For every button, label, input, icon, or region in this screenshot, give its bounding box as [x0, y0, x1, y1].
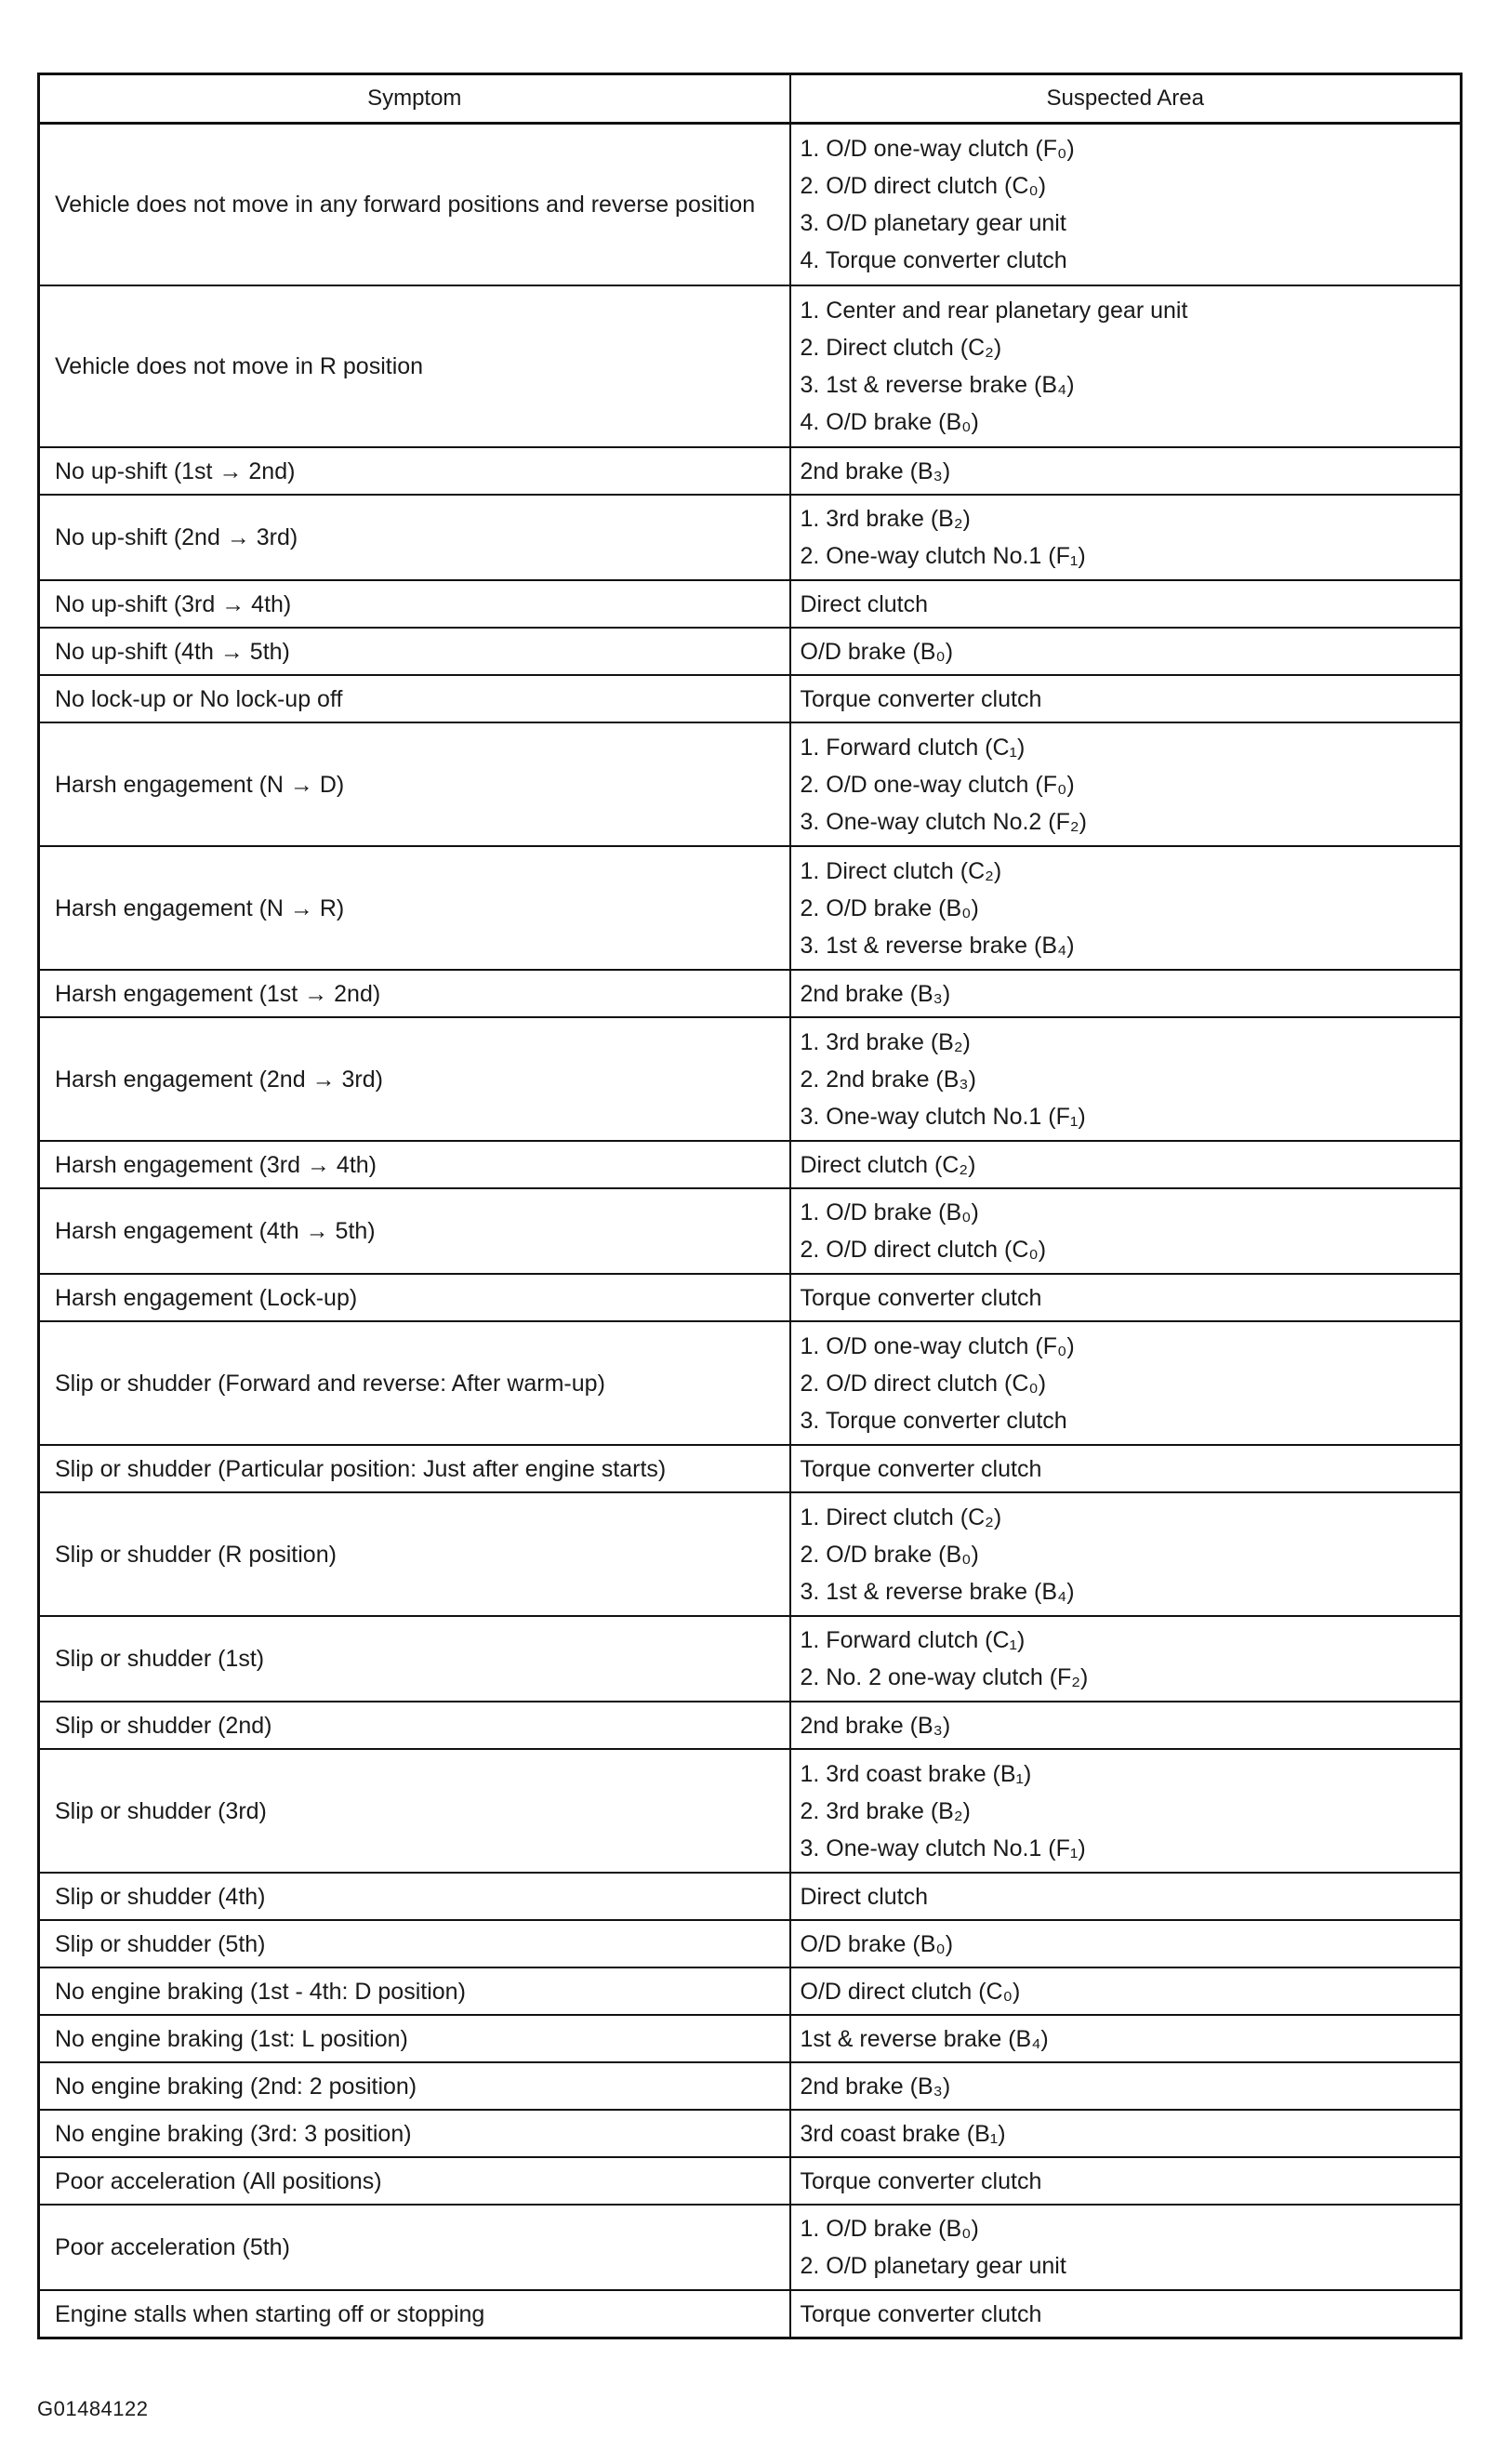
- suspected-area-item: 1. O/D brake (B₀): [800, 1199, 979, 1225]
- symptom-cell: [39, 1188, 790, 1274]
- suspected-area-item: 2. No. 2 one-way clutch (F₂): [800, 1664, 1089, 1690]
- symptom-cell: [39, 2062, 790, 2110]
- symptom-cell: [39, 2015, 790, 2062]
- suspected-area-item: 1st & reverse brake (B₄): [800, 2025, 1049, 2052]
- suspected-area-cell: [790, 846, 1462, 970]
- suspected-area-item: 2nd brake (B₃): [800, 980, 951, 1007]
- suspected-area-item: 2. O/D brake (B₀): [800, 894, 979, 921]
- suspected-area-cell: [790, 2157, 1462, 2205]
- table-row: [39, 970, 1462, 1017]
- suspected-area-cell: [790, 1873, 1462, 1920]
- suspected-area-cell: [790, 495, 1462, 580]
- suspected-area-item: 1. Forward clutch (C₁): [800, 1627, 1026, 1653]
- suspected-area-cell: [790, 2205, 1462, 2290]
- suspected-area-cell: [790, 2062, 1462, 2110]
- suspected-area-cell: [790, 285, 1462, 447]
- suspected-area-item: 3. 1st & reverse brake (B₄): [800, 1578, 1075, 1605]
- suspected-area-item: 3. O/D planetary gear unit: [800, 210, 1066, 236]
- suspected-area-item: 1. Forward clutch (C₁): [800, 734, 1026, 761]
- suspected-area-item: O/D brake (B₀): [800, 638, 954, 665]
- suspected-area-item: 1. Direct clutch (C₂): [800, 857, 1002, 884]
- symptom-cell: [39, 1492, 790, 1616]
- suspected-area-item: 1. 3rd coast brake (B₁): [800, 1760, 1032, 1787]
- suspected-area-item: Torque converter clutch: [800, 2167, 1042, 2194]
- table-row: [39, 1967, 1462, 2015]
- suspected-area-cell: [790, 1321, 1462, 1445]
- symptom-text: Harsh engagement (N → R): [55, 894, 345, 921]
- table-row: [39, 2157, 1462, 2205]
- suspected-area-cell: [790, 1445, 1462, 1492]
- suspected-area-item: 3. One-way clutch No.1 (F₁): [800, 1835, 1086, 1861]
- suspected-area-cell: [790, 1920, 1462, 1967]
- symptom-text: Slip or shudder (4th): [55, 1883, 266, 1910]
- table-row: [39, 1321, 1462, 1445]
- symptom-cell: [39, 495, 790, 580]
- suspected-area-cell: [790, 1017, 1462, 1141]
- symptom-cell: [39, 1017, 790, 1141]
- suspected-area-item: 2. 3rd brake (B₂): [800, 1797, 971, 1824]
- table-row: [39, 1141, 1462, 1188]
- suspected-area-item: Direct clutch (C₂): [800, 1151, 976, 1178]
- table-row: [39, 2110, 1462, 2157]
- table-row: [39, 1749, 1462, 1873]
- table-body: [39, 124, 1462, 2338]
- table-row: [39, 1873, 1462, 1920]
- suspected-area-item: 1. O/D brake (B₀): [800, 2216, 979, 2242]
- symptom-cell: [39, 580, 790, 628]
- suspected-area-item: 3. 1st & reverse brake (B₄): [800, 372, 1075, 398]
- symptom-text: No engine braking (1st - 4th: D position): [55, 1978, 466, 2005]
- suspected-area-cell: [790, 580, 1462, 628]
- symptom-text: No up-shift (4th → 5th): [55, 638, 290, 665]
- symptom-cell: [39, 1616, 790, 1702]
- suspected-area-item: 2. 2nd brake (B₃): [800, 1066, 976, 1093]
- suspected-area-cell: [790, 2015, 1462, 2062]
- table-row: [39, 580, 1462, 628]
- table-row: [39, 1920, 1462, 1967]
- symptom-cell: [39, 2110, 790, 2157]
- suspected-area-item: 2nd brake (B₃): [800, 1712, 951, 1739]
- suspected-area-cell: [790, 1702, 1462, 1749]
- suspected-area-cell: [790, 1749, 1462, 1873]
- symptom-text: Harsh engagement (Lock-up): [55, 1284, 358, 1311]
- diagnosis-table: [37, 73, 1463, 2339]
- table-row: [39, 1274, 1462, 1321]
- table-row: [39, 2015, 1462, 2062]
- symptom-text: No engine braking (1st: L position): [55, 2025, 408, 2052]
- suspected-area-cell: [790, 970, 1462, 1017]
- table-row: [39, 124, 1462, 286]
- symptom-cell: [39, 1702, 790, 1749]
- symptom-cell: [39, 1873, 790, 1920]
- suspected-area-cell: [790, 1967, 1462, 2015]
- table-row: [39, 1445, 1462, 1492]
- symptom-cell: [39, 675, 790, 722]
- figure-code: G01484122: [37, 2397, 149, 2420]
- suspected-area-item: Direct clutch: [800, 590, 929, 617]
- suspected-area-cell: [790, 1492, 1462, 1616]
- table-row: [39, 2290, 1462, 2338]
- table-row: [39, 1188, 1462, 1274]
- symptom-cell: [39, 1749, 790, 1873]
- suspected-area-item: 4. Torque converter clutch: [800, 247, 1067, 273]
- table-row: [39, 447, 1462, 495]
- symptom-column-header: Symptom: [39, 74, 790, 124]
- suspected-area-cell: [790, 1274, 1462, 1321]
- symptom-cell: [39, 1920, 790, 1967]
- symptom-cell: [39, 846, 790, 970]
- suspected-area-item: Torque converter clutch: [800, 1455, 1042, 1482]
- symptom-text: Slip or shudder (3rd): [55, 1797, 267, 1824]
- suspected-area-cell: [790, 2110, 1462, 2157]
- table-row: [39, 495, 1462, 580]
- suspected-area-item: Torque converter clutch: [800, 2300, 1042, 2327]
- suspected-area-item: 3. 1st & reverse brake (B₄): [800, 932, 1075, 959]
- table-row: [39, 675, 1462, 722]
- symptom-text: No up-shift (1st → 2nd): [55, 457, 296, 484]
- suspected-area-item: 1. Direct clutch (C₂): [800, 1504, 1002, 1530]
- symptom-text: Harsh engagement (3rd → 4th): [55, 1151, 377, 1178]
- suspected-area-item: 1. O/D one-way clutch (F₀): [800, 1332, 1075, 1359]
- table-row: [39, 2205, 1462, 2290]
- suspected-area-cell: [790, 675, 1462, 722]
- symptom-cell: [39, 970, 790, 1017]
- symptom-text: Harsh engagement (4th → 5th): [55, 1218, 376, 1244]
- suspected-area-cell: [790, 124, 1462, 286]
- symptom-cell: [39, 2157, 790, 2205]
- suspected-area-item: 3. One-way clutch No.2 (F₂): [800, 808, 1087, 835]
- suspected-area-item: 1. 3rd brake (B₂): [800, 506, 971, 532]
- symptom-text: No up-shift (2nd → 3rd): [55, 524, 298, 550]
- suspected-area-item: 2. O/D direct clutch (C₀): [800, 1370, 1047, 1397]
- table-row: [39, 2062, 1462, 2110]
- suspected-area-item: 3. One-way clutch No.1 (F₁): [800, 1103, 1086, 1130]
- suspected-area-item: 3rd coast brake (B₁): [800, 2120, 1006, 2147]
- suspected-area-item: O/D brake (B₀): [800, 1930, 954, 1957]
- symptom-cell: [39, 2290, 790, 2338]
- suspected-area-item: Torque converter clutch: [800, 685, 1042, 712]
- table-row: [39, 722, 1462, 846]
- symptom-cell: [39, 722, 790, 846]
- suspected-area-item: 1. Center and rear planetary gear unit: [800, 298, 1188, 324]
- symptom-text: Slip or shudder (R position): [55, 1541, 337, 1568]
- suspected-area-item: 2. O/D direct clutch (C₀): [800, 173, 1047, 199]
- suspected-area-item: 2. One-way clutch No.1 (F₁): [800, 543, 1086, 569]
- suspected-area-item: 2nd brake (B₃): [800, 2073, 951, 2100]
- suspected-area-item: 2nd brake (B₃): [800, 457, 951, 484]
- symptom-cell: [39, 1141, 790, 1188]
- suspected-area-item: 2. Direct clutch (C₂): [800, 335, 1002, 361]
- suspected-area-item: 4. O/D brake (B₀): [800, 409, 979, 435]
- suspected-area-cell: [790, 2290, 1462, 2338]
- symptom-text: Harsh engagement (1st → 2nd): [55, 980, 381, 1007]
- suspected-area-item: 2. O/D direct clutch (C₀): [800, 1237, 1047, 1263]
- symptom-text: No engine braking (3rd: 3 position): [55, 2120, 412, 2147]
- suspected-area-cell: [790, 1188, 1462, 1274]
- suspected-area-item: 3. Torque converter clutch: [800, 1407, 1067, 1434]
- suspected-area-item: 2. O/D planetary gear unit: [800, 2253, 1066, 2279]
- suspected-area-cell: [790, 447, 1462, 495]
- table-row: [39, 1492, 1462, 1616]
- symptom-text: Harsh engagement (2nd → 3rd): [55, 1066, 383, 1093]
- table-row: [39, 1017, 1462, 1141]
- suspected-area-column-header: Suspected Area: [790, 74, 1462, 124]
- symptom-cell: [39, 1967, 790, 2015]
- suspected-area-item: Direct clutch: [800, 1883, 929, 1910]
- symptom-text: Vehicle does not move in any forward positions and reverse position: [55, 192, 756, 218]
- symptom-text: Slip or shudder (5th): [55, 1930, 266, 1957]
- symptom-text: No engine braking (2nd: 2 position): [55, 2073, 417, 2100]
- suspected-area-item: Torque converter clutch: [800, 1284, 1042, 1311]
- symptom-cell: [39, 285, 790, 447]
- table-row: [39, 1616, 1462, 1702]
- symptom-cell: [39, 1321, 790, 1445]
- symptom-cell: [39, 1274, 790, 1321]
- symptom-text: Harsh engagement (N → D): [55, 771, 345, 798]
- table-row: [39, 846, 1462, 970]
- suspected-area-cell: [790, 1141, 1462, 1188]
- table-header-row: [39, 74, 1462, 124]
- symptom-text: Slip or shudder (Forward and reverse: After warm-up): [55, 1370, 605, 1397]
- suspected-area-item: 1. 3rd brake (B₂): [800, 1028, 971, 1055]
- symptom-text: Poor acceleration (5th): [55, 2234, 290, 2260]
- symptom-text: No lock-up or No lock-up off: [55, 685, 343, 712]
- table-row: [39, 628, 1462, 675]
- symptom-cell: [39, 447, 790, 495]
- suspected-area-item: 2. O/D brake (B₀): [800, 1541, 979, 1568]
- suspected-area-cell: [790, 628, 1462, 675]
- suspected-area-item: 1. O/D one-way clutch (F₀): [800, 136, 1075, 162]
- symptom-cell: [39, 1445, 790, 1492]
- table-row: [39, 1702, 1462, 1749]
- suspected-area-cell: [790, 1616, 1462, 1702]
- symptom-text: Poor acceleration (All positions): [55, 2167, 382, 2194]
- suspected-area-item: 2. O/D one-way clutch (F₀): [800, 771, 1075, 798]
- table-row: [39, 285, 1462, 447]
- symptom-cell: [39, 124, 790, 286]
- symptom-text: Slip or shudder (Particular position: Just after engine starts): [55, 1455, 667, 1482]
- symptom-text: Slip or shudder (2nd): [55, 1712, 272, 1739]
- symptom-text: Engine stalls when starting off or stopping: [55, 2300, 485, 2327]
- symptom-cell: [39, 2205, 790, 2290]
- suspected-area-item: O/D direct clutch (C₀): [800, 1978, 1021, 2005]
- symptom-text: Slip or shudder (1st): [55, 1646, 265, 1672]
- suspected-area-cell: [790, 722, 1462, 846]
- symptom-text: No up-shift (3rd → 4th): [55, 590, 292, 617]
- symptom-text: Vehicle does not move in R position: [55, 353, 424, 379]
- symptom-cell: [39, 628, 790, 675]
